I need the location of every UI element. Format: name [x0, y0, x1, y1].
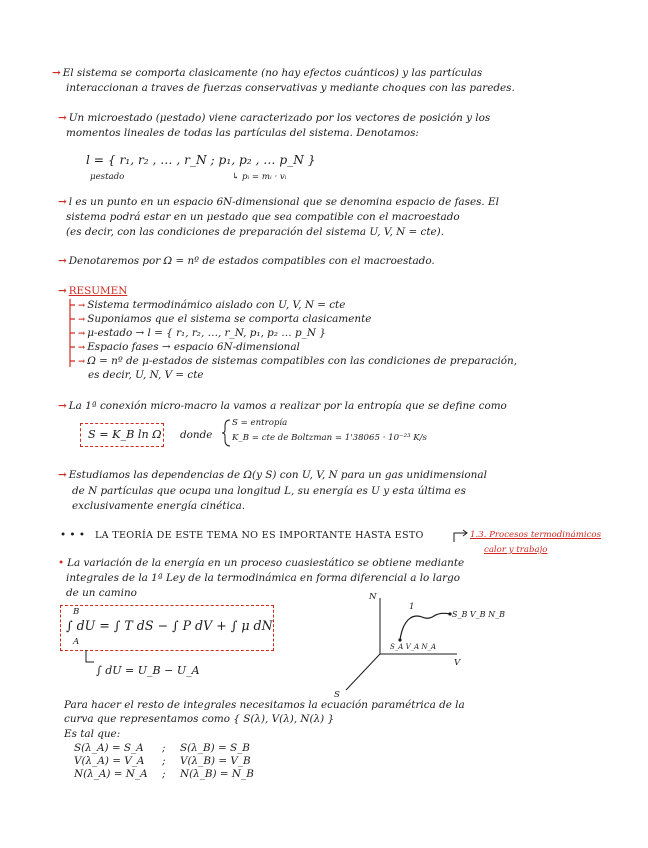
paragraph-2-text-1: Un microestado (μestado) viene caracterizado por los vectores de posición y los — [68, 112, 491, 124]
resumen-item-5-text: Ω = nº de μ-estados de sistemas compatibles con las condiciones de preparación, — [87, 355, 518, 367]
resumen-heading — [58, 285, 127, 298]
paragraph-3-line-2: sistema podrá estar en un μestado que sea compatible con el macroestado — [66, 211, 460, 223]
graph-axis-n-label: N — [369, 592, 377, 602]
paragraph-2-line-2: momentos lineales de todas las partículas del sistema. Denotamos: — [66, 127, 419, 139]
graph-axis-s-label: S — [334, 690, 340, 700]
bullet-arrow-icon: → — [58, 196, 67, 208]
paragraph-3-line-3: (es decir, con las condiciones de preparación del sistema U, V, N = cte). — [66, 226, 445, 238]
resumen-item-3: → μ-estado → l = { r₁, r₂, …, r_N, p₁, p₂ … p_N } — [78, 327, 326, 339]
section-reference-1: 1.3. Procesos termodinámicos — [470, 530, 601, 540]
condition-separator-2: ; — [162, 755, 166, 767]
resumen-item-2: → Suponiamos que el sistema se comporta clasicamente — [78, 313, 372, 325]
paragraph-8-line-1: • La variación de la energía en un proceso cuasiestático se obtiene mediante — [58, 557, 465, 569]
graph-point-a-label: S_A V_A N_A — [390, 643, 437, 651]
condition-left-1: S(λ_A) = S_A — [74, 742, 144, 754]
resumen-item-5: → Ω = nº de μ-estados de sistemas compatibles con las condiciones de preparación, — [78, 355, 518, 367]
resumen-item-1: → Sistema termodinámico aislado con U, V, N = cte — [78, 299, 346, 311]
paragraph-5-line-1 — [58, 400, 507, 413]
condition-separator-3: ; — [162, 768, 166, 780]
condition-separator-1: ; — [162, 742, 166, 754]
bullet-arrow-icon: → — [58, 469, 67, 481]
condition-right-2: V(λ_B) = V_B — [180, 755, 251, 767]
resumen-item-1-text: Sistema termodinámico aislado con U, V, N = cte — [87, 299, 346, 311]
resumen-item-4: → Espacio fases → espacio 6N-dimensional — [78, 341, 300, 353]
integral-upper-limit: B — [73, 607, 80, 617]
donde-label: donde — [180, 429, 213, 441]
momentum-definition: ↳ pᵢ = mᵢ · vᵢ — [232, 172, 287, 182]
resumen-item-6: es decir, U, N, V = cte — [88, 369, 204, 381]
paragraph-3-line-1 — [58, 196, 499, 209]
paragraph-4-line-1 — [58, 255, 435, 268]
condition-left-3: N(λ_A) = N_A — [74, 768, 148, 780]
paragraph-5-text-1: La 1ª conexión micro-macro la vamos a realizar por la entropía que se define como — [68, 400, 507, 412]
integral-result: ∫ dU = U_B − U_A — [96, 664, 200, 677]
result-arrow-icon — [84, 650, 96, 668]
paragraph-6-line-1 — [58, 469, 487, 482]
paragraph-9-line-2: curva que representamos como { S(λ), V(λ), N(λ) } — [64, 713, 335, 725]
paragraph-9-line-1: Para hacer el resto de integrales necesitamos la ecuación paramétrica de la — [64, 699, 465, 711]
section-reference-2: calor y trabajo — [484, 545, 548, 555]
microstate-equation: l = { r₁, r₂ , … , r_N ; p₁, p₂ , … p_N } — [86, 153, 316, 167]
bullet-arrow-icon: → — [58, 400, 67, 412]
graph-point-b-label: S_B V_B N_B — [452, 610, 505, 619]
paragraph-8-text-1: La variación de la energía en un proceso cuasiestático se obtiene mediante — [67, 557, 465, 569]
paragraph-2-line-1 — [58, 112, 490, 125]
entropy-formula: S = K_B ln Ω — [88, 428, 162, 441]
integral-lower-limit: A — [73, 637, 80, 647]
s-axis-line — [346, 654, 380, 690]
paragraph-1-text-1: El sistema se comporta clasicamente (no hay efectos cuánticos) y las partículas — [62, 67, 483, 79]
paragraph-6-text-1: Estudiamos las dependencias de Ω(y S) con U, V, N para un gas unidimensional — [68, 469, 487, 481]
resumen-item-3-text: μ-estado → l = { r₁, r₂, …, r_N, p₁, p₂ … p_N } — [87, 327, 326, 339]
paragraph-8-line-3: de un camino — [66, 587, 137, 599]
paragraph-1-line-2: interaccionan a traves de fuerzas conservativas y mediante choques con las paredes. — [66, 82, 515, 94]
theory-note-text: LA TEORÍA DE ESTE TEMA NO ES IMPORTANTE HASTA ESTO — [95, 530, 424, 541]
bullet-arrow-icon: → — [58, 112, 67, 124]
bullet-arrow-icon: → — [58, 285, 67, 297]
paragraph-6-line-2: de N partículas que ocupa una longitud L, su energía es U y esta última es — [72, 485, 466, 497]
paragraph-1-line-1 — [52, 67, 482, 80]
paragraph-4-text-1: Denotaremos por Ω = nº de estados compatibles con el macroestado. — [68, 255, 435, 267]
graph-axis-v-label: V — [454, 658, 461, 668]
graph-point-1-label: 1 — [409, 602, 415, 612]
paragraph-3-text-1: l es un punto en un espacio 6N-dimensional que se denomina espacio de fases. El — [68, 196, 499, 208]
resumen-bracket-icon — [64, 299, 76, 371]
microstate-label: μestado — [90, 172, 125, 182]
theory-note — [60, 529, 424, 542]
condition-left-2: V(λ_A) = V_A — [74, 755, 145, 767]
condition-right-1: S(λ_B) = S_B — [180, 742, 250, 754]
dots-icon: • • • — [60, 529, 85, 541]
momentum-definition-text: pᵢ = mᵢ · vᵢ — [241, 172, 287, 182]
paragraph-6-line-3: exclusivamente energía cinética. — [72, 500, 246, 512]
resumen-item-2-text: Suponiamos que el sistema se comporta clasicamente — [87, 313, 372, 325]
bullet-arrow-icon: → — [58, 255, 67, 267]
boltzmann-definition: K_B = cte de Boltzman = 1'38065 · 10⁻²³ K/s — [232, 433, 427, 443]
definition-brace-icon — [222, 418, 232, 448]
paragraph-8-line-2: integrales de la 1ª Ley de la termodinámica en forma diferencial a lo largo — [66, 572, 461, 584]
resumen-item-4-text: Espacio fases → espacio 6N-dimensional — [87, 341, 300, 353]
bullet-arrow-icon: → — [52, 67, 61, 79]
first-law-integral: ∫ dU = ∫ T dS − ∫ P dV + ∫ μ dN — [66, 618, 273, 633]
paragraph-9-line-3: Es tal que: — [64, 728, 121, 740]
entropy-definition: S = entropía — [232, 418, 288, 428]
condition-right-3: N(λ_B) = N_B — [180, 768, 254, 780]
process-curve — [400, 613, 450, 640]
resumen-title: RESUMEN — [68, 285, 128, 297]
